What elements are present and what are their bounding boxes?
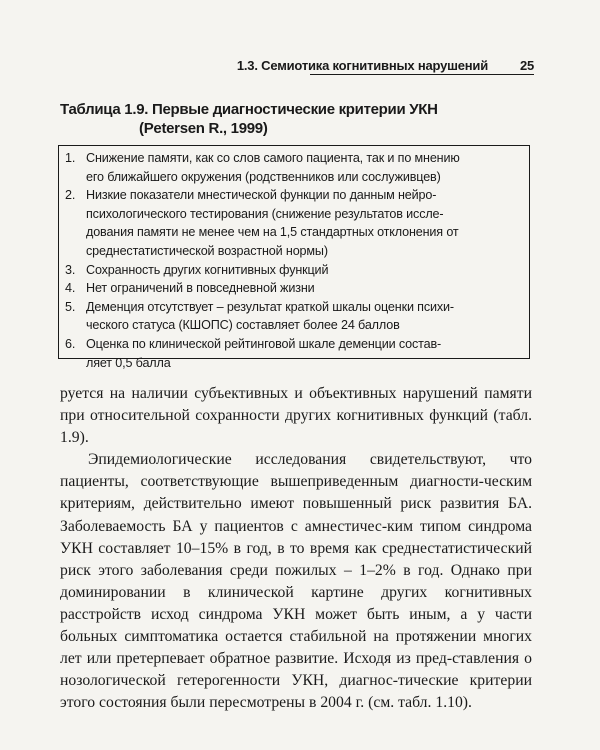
body-paragraph-2: Эпидемиологические исследования свидетельствуют, что пациенты, соответствующие вышеприведенным диагности-ческим критериям, действительно имеют повышенный риск развития БА. Заболеваемость БА у пациентов с амнестичес-ким типом синдрома УКН составляет 10–15% в год, в то время как среднестатистический риск этого заболевания среди пожилых – 1–2% в год. Однако при доминировании в клинической картине других когнитивных расстройств исход синдрома УКН может быть иным, а у части больных симптоматика остается стабильной на протяжении многих лет или претерпевает обратное развитие. Исходя из пред-ставления о нозологической гетерогенности УКН, диагнос-тические критерии этого состояния были пересмотрены в 2004 г. (см. табл. 1.10). xyxy=(60,451,532,712)
criteria-text-line: психологического тестирования (снижение результатов иссле- xyxy=(86,206,444,221)
criteria-table xyxy=(58,145,530,370)
criteria-item xyxy=(65,279,523,298)
table-caption-source: (Petersen R., 1999) xyxy=(139,120,268,137)
criteria-text-line: ческого статуса (КШОПС) составляет более 24 баллов xyxy=(86,318,400,333)
table-caption xyxy=(60,100,540,138)
criteria-text-line: Оценка по клинической рейтинговой шкале деменции состав- xyxy=(86,336,442,351)
criteria-number: 6. xyxy=(65,336,76,351)
criteria-number: 4. xyxy=(65,281,76,296)
criteria-text-line: его ближайшего окружения (родственников или сослуживцев) xyxy=(86,169,441,184)
criteria-text-line: Низкие показатели мнестической функции по данным нейро- xyxy=(86,188,437,203)
section-title: 1.3. Семиотика когнитивных нарушений xyxy=(236,58,488,73)
criteria-number: 2. xyxy=(65,188,76,203)
criteria-item xyxy=(65,149,523,186)
criteria-text-line: дования памяти не менее чем на 1,5 стандартных отклонения от xyxy=(86,225,459,240)
body-paragraph-1: руется на наличии субъективных и объективных нарушений памяти при относительной сохранности других когнитивных функций (табл. 1.9). xyxy=(60,385,532,447)
criteria-text-line: Снижение памяти, как со слов самого пациента, так и по мнению xyxy=(86,151,460,165)
page-number: 25 xyxy=(519,58,534,73)
criteria-text-line: ляет 0,5 балла xyxy=(86,355,171,370)
criteria-item xyxy=(65,186,523,260)
criteria-text-line: Нет ограничений в повседневной жизни xyxy=(86,281,315,296)
criteria-number: 5. xyxy=(65,299,76,314)
criteria-text-line: Деменция отсутствует – результат краткой шкалы оценки психи- xyxy=(86,299,454,314)
criteria-number: 1. xyxy=(65,151,76,165)
criteria-number: 3. xyxy=(65,262,76,277)
criteria-item xyxy=(65,261,523,280)
header-rule xyxy=(310,74,534,75)
criteria-text-line: среднестатистической возрастной нормы) xyxy=(86,243,328,258)
criteria-text-line: Сохранность других когнитивных функций xyxy=(86,262,329,277)
criteria-item xyxy=(65,335,523,372)
table-caption-title: Таблица 1.9. Первые диагностические критерии УКН xyxy=(60,101,438,118)
criteria-item xyxy=(65,298,523,335)
body-text xyxy=(60,383,532,714)
